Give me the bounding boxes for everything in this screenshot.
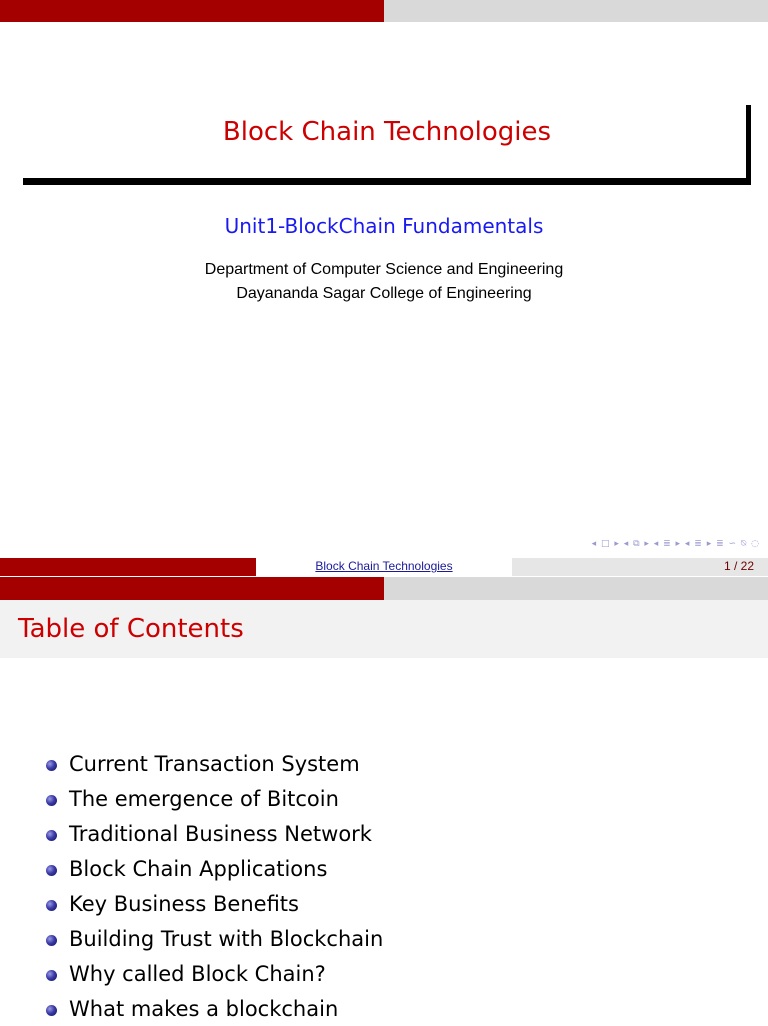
bullet-icon: [46, 760, 57, 771]
footer-title-link[interactable]: Block Chain Technologies: [315, 559, 453, 573]
footer-left-band: [0, 558, 256, 576]
toc-item[interactable]: [46, 816, 383, 851]
frame-title: Table of Contents: [18, 614, 244, 644]
toc-list: [46, 746, 383, 1026]
progress-bar-empty-slide2: [384, 577, 768, 600]
toc-item-label: Key Business Benefits: [69, 891, 299, 916]
toc-item[interactable]: [46, 781, 383, 816]
bullet-icon: [46, 935, 57, 946]
institute-department: Department of Computer Science and Engineering: [204, 261, 564, 278]
slide-subtitle: Unit1-BlockChain Fundamentals: [224, 214, 544, 238]
title-box-bottom-rule: [23, 178, 751, 185]
bullet-icon: [46, 970, 57, 981]
institute-college: Dayananda Sagar College of Engineering: [236, 285, 532, 302]
bullet-icon: [46, 900, 57, 911]
toc-item-label: Traditional Business Network: [69, 821, 372, 846]
beamer-navigation-icons[interactable]: ◂ □ ▸ ◂ ⧉ ▸ ◂ ≣ ▸ ◂ ≣ ▸ ≣ ∽ ⍉ ◌: [591, 539, 760, 549]
toc-item-label: What makes a blockchain: [69, 996, 339, 1021]
toc-item-label: Building Trust with Blockchain: [69, 926, 384, 951]
footer-page-number: 1 / 22: [723, 559, 754, 573]
title-box: [23, 105, 751, 185]
slide-title: Block Chain Technologies: [222, 117, 552, 147]
toc-item[interactable]: [46, 851, 383, 886]
progress-bar-filled: [0, 0, 384, 22]
toc-item[interactable]: [46, 921, 383, 956]
toc-item-label: Block Chain Applications: [69, 856, 328, 881]
toc-item[interactable]: [46, 746, 383, 781]
bullet-icon: [46, 865, 57, 876]
toc-item-label: Why called Block Chain?: [69, 961, 326, 986]
bullet-icon: [46, 795, 57, 806]
toc-item[interactable]: [46, 886, 383, 921]
toc-item-label: Current Transaction System: [69, 751, 360, 776]
title-box-right-rule: [746, 105, 751, 185]
progress-bar-empty: [384, 0, 768, 22]
progress-bar-filled-slide2: [0, 577, 384, 600]
toc-item[interactable]: [46, 956, 383, 991]
toc-item[interactable]: [46, 991, 383, 1026]
bullet-icon: [46, 830, 57, 841]
bullet-icon: [46, 1005, 57, 1016]
toc-item-label: The emergence of Bitcoin: [69, 786, 339, 811]
